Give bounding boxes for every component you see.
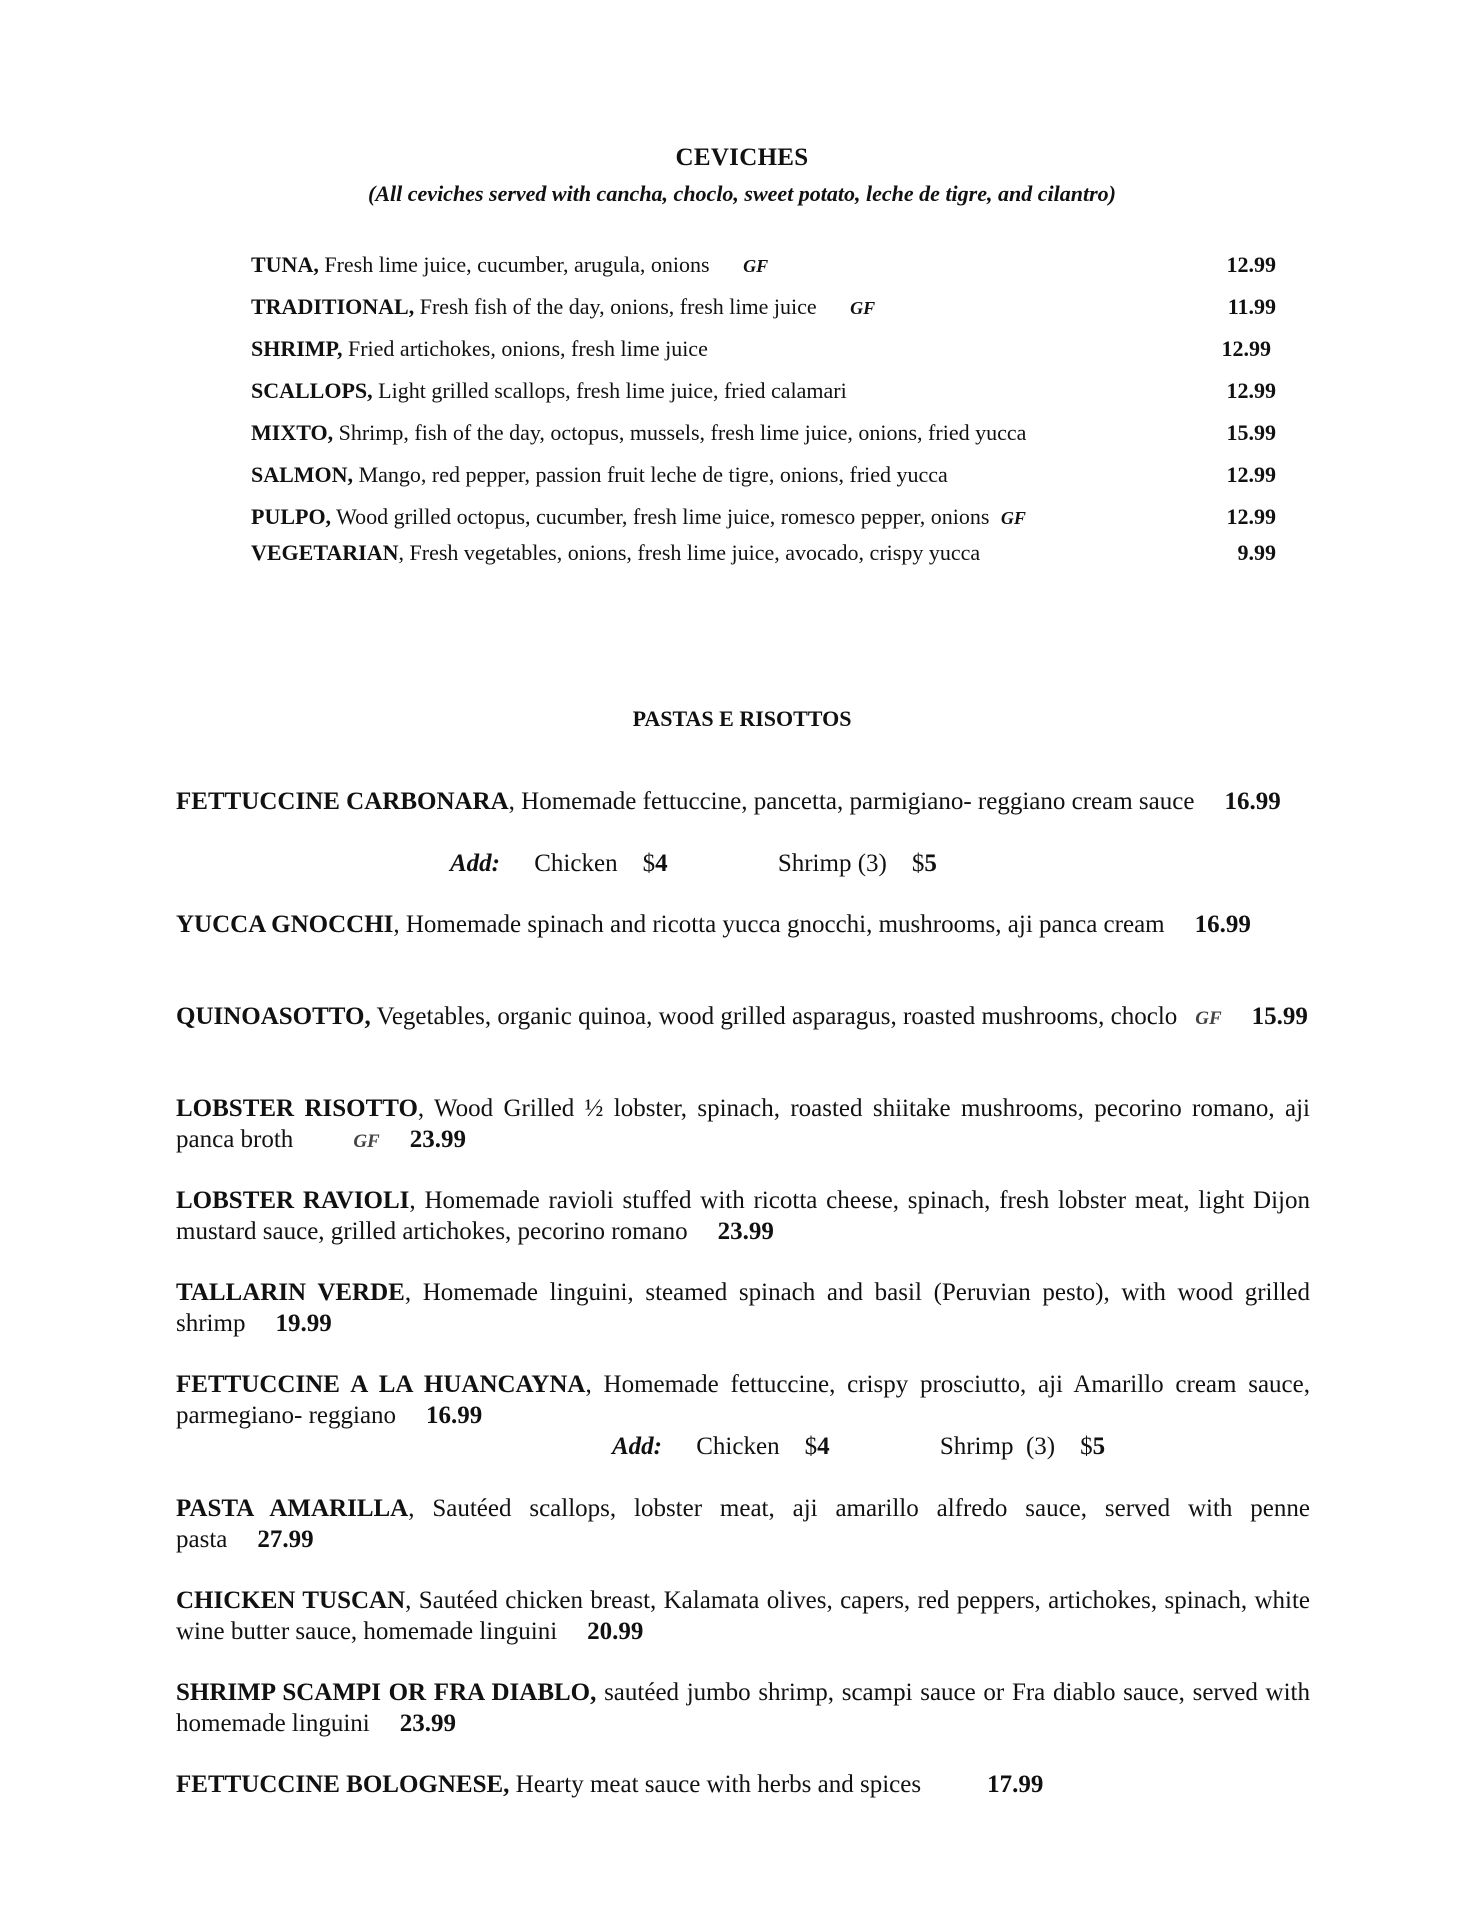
item-name: SHRIMP,	[251, 336, 343, 361]
ceviche-item	[251, 420, 1276, 450]
item-price: 16.99	[1224, 788, 1281, 815]
item-name: SHRIMP SCAMPI OR FRA DIABLO,	[176, 1679, 597, 1706]
pasta-item	[176, 1277, 1310, 1339]
addon-currency: $	[911, 850, 925, 877]
addon-option: Chicken	[534, 850, 618, 877]
addon-price: 5	[1092, 1433, 1106, 1460]
ceviche-item	[251, 252, 1276, 282]
item-description: Hearty meat sauce with herbs and spices	[509, 1771, 922, 1798]
pasta-item	[176, 909, 1310, 940]
item-description: Wood grilled octopus, cucumber, fresh lime juice, romesco pepper, onions	[336, 504, 990, 529]
item-price: 15.99	[1226, 420, 1276, 445]
item-price: 20.99	[587, 1618, 644, 1645]
addon-row	[450, 848, 937, 879]
item-description: sautéed jumbo shrimp, scampi sauce or Fra diablo sauce, served with homemade linguini	[176, 1679, 1310, 1737]
item-price: 17.99	[987, 1771, 1044, 1798]
item-price: 12.99	[1226, 504, 1276, 529]
pastas-title: PASTAS E RISOTTOS	[632, 706, 852, 731]
addon-currency: $	[804, 1433, 818, 1460]
addon-price: 4	[655, 850, 668, 877]
item-name: LOBSTER RAVIOLI	[176, 1187, 410, 1214]
item-name: SCALLOPS,	[251, 378, 373, 403]
item-price: 16.99	[1194, 911, 1251, 938]
item-name: QUINOASOTTO,	[176, 1003, 371, 1030]
item-description: Vegetables, organic quinoa, wood grilled asparagus, roasted mushrooms, choclo	[370, 1003, 1178, 1030]
item-price: 23.99	[399, 1710, 456, 1737]
gluten-free-badge: GF	[1195, 1008, 1222, 1029]
item-description: , Homemade ravioli stuffed with ricotta cheese, spinach, fresh lobster meat, light Dijon mustard sauce, grilled artichokes, pecorino romano	[176, 1187, 1310, 1245]
ceviche-item	[251, 462, 1276, 492]
pasta-item	[176, 786, 1310, 817]
ceviche-item	[251, 504, 1276, 534]
item-name: TRADITIONAL,	[251, 294, 415, 319]
item-name: YUCCA GNOCCHI	[176, 911, 394, 938]
addon-option: Shrimp (3)	[939, 1433, 1056, 1460]
addon-price: 4	[817, 1433, 830, 1460]
pasta-item	[176, 1369, 1310, 1431]
addon-currency: $	[642, 850, 656, 877]
item-price: 23.99	[409, 1126, 466, 1153]
ceviches-title: CEVICHES	[675, 144, 809, 171]
item-name: FETTUCCINE CARBONARA	[176, 788, 509, 815]
item-description: Shrimp, fish of the day, octopus, mussels, fresh lime juice, onions, fried yucca	[338, 420, 1027, 445]
item-price: 9.99	[1237, 540, 1276, 565]
item-name: LOBSTER RISOTTO	[176, 1095, 418, 1122]
pasta-item	[176, 1001, 1310, 1034]
item-description: Fresh lime juice, cucumber, arugula, onions	[324, 252, 710, 277]
item-price: 27.99	[257, 1526, 314, 1553]
gluten-free-badge: GF	[1000, 508, 1026, 528]
item-name: TALLARIN VERDE	[176, 1279, 405, 1306]
item-description: Fresh fish of the day, onions, fresh lime juice	[419, 294, 817, 319]
item-price: 16.99	[426, 1402, 483, 1429]
gluten-free-badge: GF	[353, 1131, 380, 1152]
item-price: 23.99	[717, 1218, 774, 1245]
item-name: VEGETARIAN	[251, 540, 399, 565]
addon-option: Shrimp (3)	[777, 850, 887, 877]
ceviches-subtitle: (All ceviches served with cancha, choclo, sweet potato, leche de tigre, and cilantro)	[368, 181, 1116, 206]
gluten-free-badge: GF	[743, 256, 769, 276]
item-description: , Homemade fettuccine, crispy prosciutto, aji Amarillo cream sauce, parmegiano- reggiano	[176, 1371, 1310, 1429]
addon-label: Add:	[450, 850, 500, 877]
addon-label: Add:	[612, 1433, 662, 1460]
item-description: Fried artichokes, onions, fresh lime juice	[347, 336, 708, 361]
item-description: , Homemade linguini, steamed spinach and basil (Peruvian pesto), with wood grilled shrimp	[176, 1279, 1310, 1337]
pasta-item	[176, 1769, 1310, 1800]
item-price: 15.99	[1251, 1003, 1308, 1030]
ceviche-item	[251, 540, 1276, 570]
gluten-free-badge: GF	[850, 298, 876, 318]
addon-option: Chicken	[696, 1433, 780, 1460]
item-name: PASTA AMARILLA	[176, 1495, 409, 1522]
ceviche-item	[251, 294, 1276, 324]
item-price: 12.99	[1226, 462, 1276, 487]
item-description: , Homemade fettuccine, pancetta, parmigiano- reggiano cream sauce	[508, 788, 1195, 815]
item-name: FETTUCCINE BOLOGNESE,	[176, 1771, 510, 1798]
pasta-item	[176, 1185, 1310, 1247]
item-description: Mango, red pepper, passion fruit leche de tigre, onions, fried yucca	[358, 462, 948, 487]
addon-currency: $	[1080, 1433, 1093, 1460]
ceviche-item	[251, 336, 1271, 366]
pasta-item	[176, 1493, 1310, 1555]
item-price: 19.99	[275, 1310, 332, 1337]
item-name: PULPO,	[251, 504, 332, 529]
item-description: , Homemade spinach and ricotta yucca gnocchi, mushrooms, aji panca cream	[393, 911, 1165, 938]
ceviche-item	[251, 378, 1276, 408]
addon-price: 5	[924, 850, 937, 877]
item-description: , Fresh vegetables, onions, fresh lime juice, avocado, crispy yucca	[398, 540, 981, 565]
item-name: MIXTO,	[251, 420, 334, 445]
item-price: 12.99	[1226, 378, 1276, 403]
item-name: SALMON,	[251, 462, 354, 487]
item-price: 12.99	[1221, 336, 1271, 361]
item-name: FETTUCCINE A LA HUANCAYNA	[176, 1371, 586, 1398]
pasta-item	[176, 1585, 1310, 1647]
item-name: TUNA,	[251, 252, 319, 277]
pasta-item	[176, 1093, 1310, 1157]
item-description: Light grilled scallops, fresh lime juice, fried calamari	[378, 378, 847, 403]
item-description: , Sautéed chicken breast, Kalamata olives, capers, red peppers, artichokes, spinach, white wine butter sauce, homemade linguini	[176, 1587, 1310, 1645]
item-description: , Sautéed scallops, lobster meat, aji amarillo alfredo sauce, served with penne pasta	[176, 1495, 1310, 1553]
item-price: 12.99	[1226, 252, 1276, 277]
addon-row	[612, 1431, 1105, 1462]
item-name: CHICKEN TUSCAN	[176, 1587, 406, 1614]
item-description: , Wood Grilled ½ lobster, spinach, roasted shiitake mushrooms, pecorino romano, aji panca broth	[176, 1095, 1310, 1153]
pasta-item	[176, 1677, 1310, 1739]
item-price: 11.99	[1227, 294, 1276, 319]
